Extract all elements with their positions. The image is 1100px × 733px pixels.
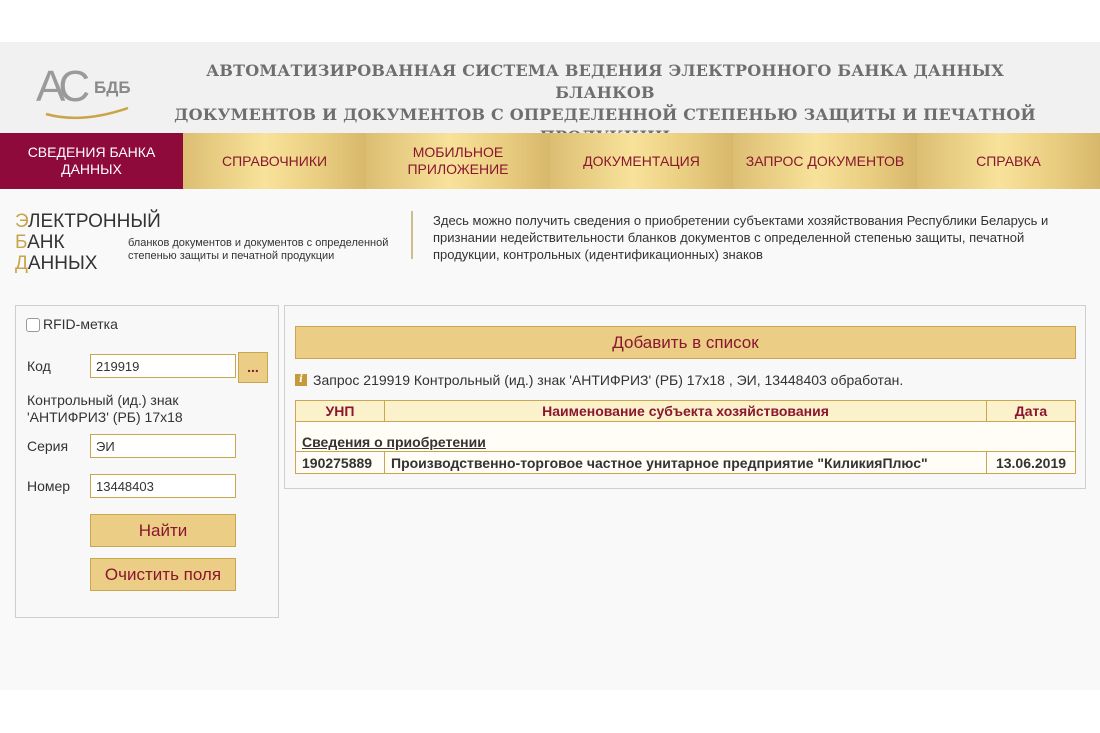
bank-title-text: АННЫХ xyxy=(27,253,98,274)
nav-item-bank-data[interactable] xyxy=(0,133,183,189)
series-label: Серия xyxy=(27,438,69,454)
nav-label: СПРАВОЧНИКИ xyxy=(221,152,328,169)
rfid-label: RFID-метка xyxy=(43,316,118,332)
nav-label: ДАННЫХ xyxy=(61,161,122,177)
number-input[interactable] xyxy=(90,474,236,498)
search-form xyxy=(15,305,279,618)
code-description-line: 'АНТИФРИЗ' (РБ) 17x18 xyxy=(27,409,183,425)
column-header-date[interactable]: Дата xyxy=(987,401,1076,422)
bank-title-cap: Б xyxy=(15,232,28,253)
results-panel xyxy=(284,305,1086,489)
nav-label: ЗАПРОС ДОКУМЕНТОВ xyxy=(745,152,905,169)
nav-item-document-request[interactable] xyxy=(733,133,917,189)
results-table xyxy=(295,400,1076,474)
code-browse-button[interactable]: ... xyxy=(238,352,268,383)
nav-label: СВЕДЕНИЯ БАНКА xyxy=(27,144,156,160)
code-input[interactable] xyxy=(90,354,236,378)
column-header-unp[interactable]: УНП xyxy=(296,401,385,422)
cell-unp: 190275889 xyxy=(296,452,385,474)
status-message: Запрос 219919 Контрольный (ид.) знак 'АНТИФРИЗ' (РБ) 17x18 , ЭИ, 13448403 обработан. xyxy=(313,372,904,388)
bank-title-cap: Э xyxy=(15,211,29,232)
page xyxy=(0,42,1100,690)
nav-label: СПРАВКА xyxy=(976,152,1041,169)
site-title-line2: ДОКУМЕНТОВ И ДОКУМЕНТОВ С ОПРЕДЕЛЕННОЙ СТЕПЕНЬЮ ЗАЩИТЫ И ПЕЧАТНОЙ xyxy=(174,105,1036,124)
site-title-line1: АВТОМАТИЗИРОВАННАЯ СИСТЕМА ВЕДЕНИЯ ЭЛЕКТРОННОГО БАНКА ДАННЫХ БЛАНКОВ xyxy=(206,61,1004,102)
code-label: Код xyxy=(27,358,51,374)
group-label: Сведения о приобретении xyxy=(296,422,1076,452)
code-description-line: Контрольный (ид.) знак xyxy=(27,392,179,408)
info-icon: i xyxy=(295,374,307,386)
logo[interactable] xyxy=(36,64,136,122)
cell-name: Производственно-торговое частное унитарное предприятие "КиликияПлюс" xyxy=(385,452,987,474)
number-label: Номер xyxy=(27,478,71,494)
bank-title-cap: Д xyxy=(15,253,28,274)
nav-item-help[interactable] xyxy=(917,133,1100,189)
main-nav xyxy=(0,133,1100,189)
rfid-checkbox[interactable] xyxy=(26,318,40,332)
find-button[interactable]: Найти xyxy=(90,514,236,547)
add-to-list-button[interactable]: Добавить в список xyxy=(295,326,1076,359)
nav-label: МОБИЛЬНОЕ xyxy=(412,144,504,160)
column-header-name[interactable]: Наименование субъекта хозяйствования xyxy=(385,401,987,422)
table-group-row xyxy=(296,422,1076,452)
nav-item-mobile-app[interactable] xyxy=(366,133,550,189)
site-header xyxy=(0,42,1100,133)
cell-date: 13.06.2019 xyxy=(987,452,1076,474)
nav-item-documentation[interactable] xyxy=(550,133,733,189)
bank-title-text: ЛЕКТРОННЫЙ xyxy=(28,211,161,232)
bank-subtitle: бланков документов и документов с определенной степенью защиты и печатной продукции xyxy=(128,237,389,262)
clear-fields-button[interactable]: Очистить поля xyxy=(90,558,236,591)
divider xyxy=(411,211,413,259)
intro-section xyxy=(0,189,1100,299)
logo-small-letters: БДБ xyxy=(94,78,131,97)
series-input[interactable] xyxy=(90,434,236,458)
nav-label: ПРИЛОЖЕНИЕ xyxy=(407,161,509,177)
bank-title-text: АНК xyxy=(27,232,65,253)
intro-description: Здесь можно получить сведения о приобретении субъектами хозяйствования Республики Беларусь и признании недействительности бланков документов с определенной степенью защиты, печатной продукции, контрольных (идентификационных) знаков xyxy=(433,213,1049,262)
table-header-row xyxy=(296,401,1076,422)
logo-big-letters: АС xyxy=(36,62,85,111)
table-row[interactable] xyxy=(296,452,1076,474)
nav-item-reference-books[interactable] xyxy=(183,133,366,189)
nav-label: ДОКУМЕНТАЦИЯ xyxy=(583,152,700,169)
code-description xyxy=(27,392,183,426)
